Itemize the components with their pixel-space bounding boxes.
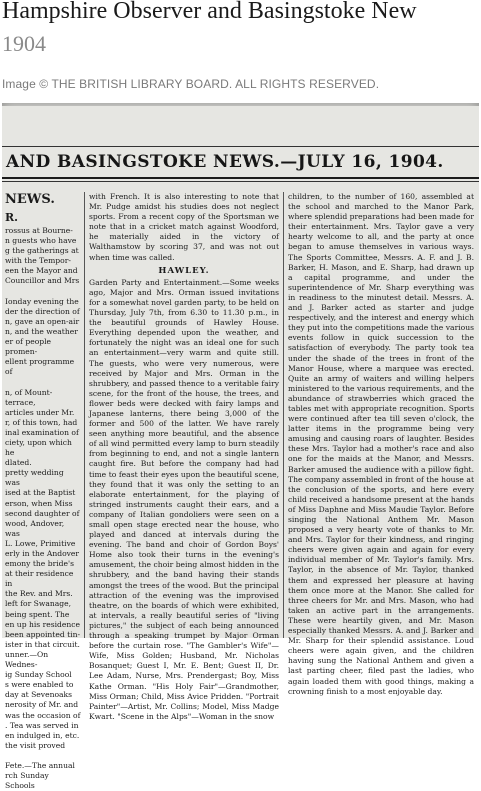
column-2 bbox=[89, 192, 279, 721]
paper-page bbox=[2, 106, 479, 791]
newspaper-masthead: AND BASINGSTOKE NEWS.—JULY 16, 1904. bbox=[6, 152, 444, 172]
column-1 bbox=[5, 192, 81, 791]
top-rule bbox=[2, 146, 479, 147]
column-2-body: Garden Party and Entertainment.—Some weeks ago, Major and Mrs. Orman issued invitations for a somewhat novel garden party, to be held on Thursday, July 7th, from 6.30 to 11.30 p.m., in the beautiful grounds of Hawley House. Everything depended upon the weather, and fortunately the night was an ideal one for such an entertainment—very warm and quite still. The guests, who were very numerous, were received by Major and Mrs. Orman in the shrubbery, and passed thence to a veritable fairy scene, for the front of the house, the trees, and flower beds were decked with fairy lamps and Japanese lanterns, there being 3,000 of the former and 500 of the latter. We have rarely seen anything more beautiful, and the absence of all wind permitted every lamp to burn steadily from beginning to end, and not a single lantern caught fire. But before the company had had time to feast their eyes upon the beautiful scene, they found that it was only the setting to an elaborate entertainment, for the playing of stringed instruments caught their ears, and a company of Italian gondoliers were seen on a small open stage erected near the house, who played and danced at intervals during the evening. The band and choir of Gordon Boys' Home also took their turns in the evening's amusement, the choir being almost hidden in the shrubbery, and the band having their stands amongst the trees of the wood. But the principal attraction of the evening was the improvised theatre, on the boards of which were exhibited, at intervals, a really beautiful series of "living pictures," the subject of each being announced through a speaking trumpet by Major Orman before the curtain rose. "The Gambler's Wife"—Wife, Miss Golden; Husband, Mr. Nicholas Bosanquet; Guest I, Mr. E. Bent; Guest II, Dr. Lee Adam, Nurse, Mrs. Prendergast; Boy, Miss Kathe Orman. "His Holy Fair"—Grandmother, Miss Orman; Child, Miss Avice Pridden. "Portrait Painter"—Artist, Mr. Collins; Model, Miss Madge Kwart. "Scene in the Alps"—Woman in the snow bbox=[89, 277, 279, 721]
column-1-body: rossus at Bourne- n guests who have g the gatherings at with the Tempor- een the Mayor and Councillor and Mrs Ionday evening the der the direction of n, gave an open-air n, and the weather er of people promen- ellent programme of n, of Mount-terrace, articles under Mr. r, of this town, had inal examination of ciety, upon which he dlated. pretty wedding was ised at the Baptist erson, when Miss second daughter of wood, Andover, was L. Lowe, Primitive erly in the Andover emony the bride's at their residence in the Rev. and Mrs. left for Swanage, being spent. The en up his residence been appointed tin- ister in that circuit. unner.—On Wednes- ig Sunday School s were enabled to day at Sevenoaks nerosity of Mr. and was the occasion of . Tea was served in en indulged in, etc. the visit proved Fete.—The annual rch Sunday Schools bbox=[5, 226, 81, 791]
column-1-heading: NEWS. bbox=[5, 192, 55, 207]
newspaper-scan bbox=[2, 103, 479, 791]
masthead-rule-thin bbox=[2, 181, 479, 182]
column-divider-2 bbox=[283, 192, 284, 638]
column-1-subhead: R. bbox=[5, 211, 18, 224]
column-2-intro: with French. It is also interesting to note that Mr. Pudge amidst his studies does not neglect sports. From a recent copy of the Sportsman we note that in a cricket match against Woodford, he materially aided in the victory of Walthamstow by scoring 37, and was not out when time was called. bbox=[89, 192, 279, 262]
column-3-body: children, to the number of 160, assembled at the school and marched to the Manor Park, where splendid preparations had been made for their entertainment. Mrs. Taylor gave a very hearty welcome to all, and the party at once began to amuse themselves in various ways. The Sports Committee, Messrs. A. F. and J. B. Barker, H. Mason, and E. Sharp, had drawn up a capital programme, and under the superintendence of Mr. Sharp everything was in readiness to the minutest detail. Messrs. A. and J. Barker acted as starter and judge respectively, and the interest and energy which they put into the competitions made the various events follow in quick succession to the satisfaction of everybody. The party took tea under the shade of the trees in front of the Manor House, where a marquee was erected. Quite an army of waiters and willing helpers ministered to the various requirements, and the abundance of strawberries which graced the tables met with appropriate recognition. Sports were continued after tea till seven o'clock, the latter items in the programme being very amusing and causing roars of laughter. Besides these Mrs. Taylor had a mother's race and also one for the maids at the Manor, and Messrs. Barker amused the audience with a pillow fight. The company assembled in front of the house at the conclusion of the sports, and here every child received a handsome present at the hands of Miss Daphne and Miss Maudie Taylor. Before singing the National Anthem Mr. Mason proposed a very hearty vote of thanks to Mr. and Mrs. Taylor for their kindness, and ringing cheers were given again and again for every individual member of Mr. Taylor's family. Mrs. Taylor, in the absence of Mr. Taylor, thanked them and expressed her pleasure at having them once more at the Manor. She called for three cheers for Mr. and Mrs. Mason, who had taken an active part in the arrangements. These were heartily given, and Mr. Mason especially thanked Messrs. A. and J. Barker and Mr. Sharp for their splendid assistance. Loud cheers were again given, and the children having sung the National Anthem and given a last parting cheer, filed past the ladies, who again loaded them with good things, making a crowning finish to a most enjoyable day. bbox=[288, 192, 474, 696]
column-2-section-heading: HAWLEY. bbox=[158, 265, 210, 276]
issue-year: 1904 bbox=[2, 31, 46, 56]
masthead-rule bbox=[2, 177, 479, 179]
column-3 bbox=[288, 192, 474, 696]
image-credit: Image © THE BRITISH LIBRARY BOARD. ALL RIGHTS RESERVED. bbox=[2, 77, 380, 91]
newspaper-title: Hampshire Observer and Basingstoke New bbox=[2, 0, 417, 24]
column-divider-1 bbox=[84, 192, 85, 638]
